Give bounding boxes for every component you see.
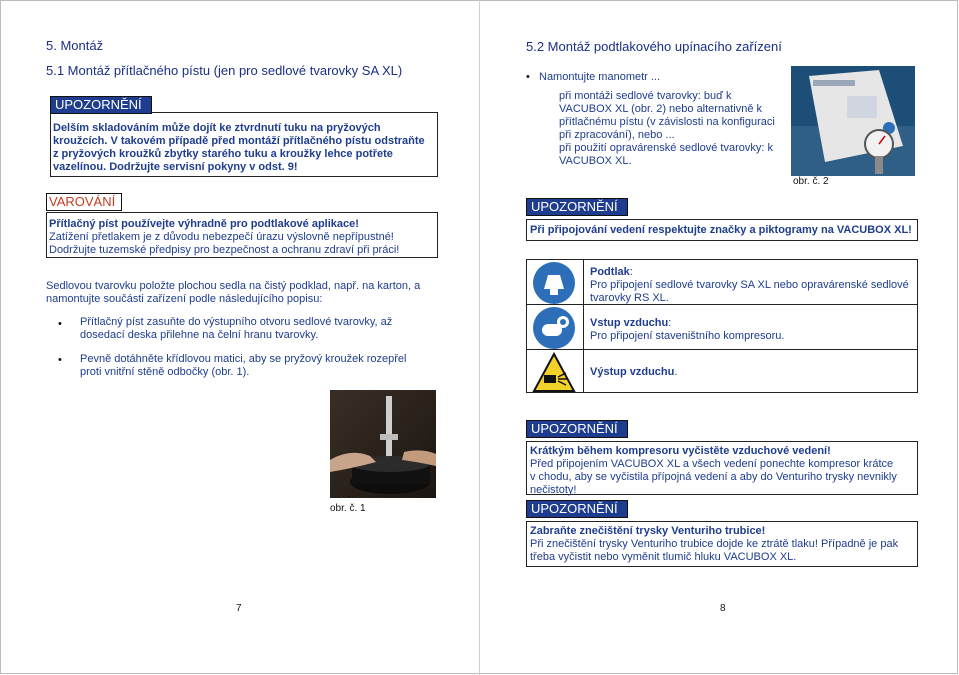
icon-title-suffix: : — [668, 317, 672, 329]
upozorneni-bold: Krátkým během kompresoru vyčistěte vzduchové vedení! — [530, 445, 831, 457]
upozorneni-text: Při připojování vedení respektujte značky a piktogramy na VACUBOX XL! — [530, 224, 912, 236]
bullet-marker: • — [58, 354, 62, 366]
figure-2-caption: obr. č. 2 — [793, 176, 829, 187]
text-line: tvarovky RS XL. — [590, 292, 669, 304]
bullet-marker: • — [58, 318, 62, 330]
varovani-bold: Přítlačný píst používejte výhradně pro podtlakové aplikace! — [49, 218, 359, 230]
section-heading-5-2: 5.2 Montáž podtlakového upínacího zařízení — [526, 39, 782, 54]
text-line: VACUBOX XL. — [559, 155, 632, 167]
text-line: Při znečištění trysky Venturiho trubice dojde ke ztrátě tlaku! Případně je pak — [530, 538, 899, 550]
text-line: při použití opravárenské sedlové tvarovky: k — [559, 142, 773, 154]
bullet-1 — [80, 316, 432, 342]
text-line: Přítlačný píst zasuňte do výstupního otvoru sedlové tvarovky, až — [80, 316, 393, 328]
text-line: v chodu, aby se vyčistila přípojná vedení a aby do Venturiho trysky nevnikly — [530, 471, 897, 483]
text-line: namontujte součásti zařízení podle následujícího popisu: — [46, 293, 323, 305]
upozorneni-text — [53, 122, 433, 174]
text-line: Pro připojení staveništního kompresoru. — [590, 330, 785, 342]
upozorneni-tag: UPOZORNĚNÍ — [526, 420, 628, 438]
text-line: proti vnitřní stěně odbočky (obr. 1). — [80, 366, 250, 378]
text-line: třeba vyčistit nebo vyměnit tlumič hluku VACUBOX XL. — [530, 551, 797, 563]
text-line: Před připojením VACUBOX XL a všech vedení ponechte kompresor krátce — [530, 458, 894, 470]
upozorneni-tag: UPOZORNĚNÍ — [526, 198, 628, 216]
bullet-marker: • — [526, 71, 530, 83]
text-line: z pryžových kroužků zbytky starého tuku a kroužky lehce potřete — [53, 148, 393, 160]
text-line: při zpracování), nebo ... — [559, 129, 675, 141]
icon-title-suffix: . — [674, 366, 678, 378]
vacuum-pump-icon — [532, 261, 576, 305]
bullet-main: Namontujte manometr ... — [539, 71, 661, 83]
manometer-sublist — [559, 90, 781, 168]
section-heading-5-1: 5.1 Montáž přítlačného pístu (jen pro sedlové tvarovky SA XL) — [46, 63, 403, 78]
varovani-text — [49, 231, 433, 257]
icon-row-air-in — [590, 317, 915, 343]
text-line: Dodržujte tuzemské předpisy pro bezpečnost a ochranu zdraví při práci! — [49, 244, 400, 256]
text-line: nečistoty! — [530, 484, 577, 496]
icon-title: Výstup vzduchu — [590, 366, 675, 378]
upozorneni-bold: Zabraňte znečištění trysky Venturiho trubice! — [530, 525, 766, 537]
icon-row-air-out — [590, 366, 915, 379]
compressor-icon — [532, 306, 576, 350]
upozorneni-tag: UPOZORNĚNÍ — [526, 500, 628, 518]
text-line: Pevně dotáhněte křídlovou matici, aby se pryžový kroužek rozepřel — [80, 353, 407, 365]
figure-1-photo — [330, 390, 436, 498]
text-line: dosedací deska přilehne na čelní hranu tvarovky. — [80, 329, 319, 341]
table-divider — [526, 349, 918, 350]
table-divider — [583, 259, 584, 393]
bullet-2 — [80, 353, 432, 379]
text-line: při montáži sedlové tvarovky: buď k — [559, 90, 732, 102]
text-line: vazelínou. Dodržujte servisní pokyny v odst. 9! — [53, 161, 298, 173]
text-line: přítlačnému pístu (v závislosti na konfiguraci — [559, 116, 775, 128]
text-line: Sedlovou tvarovku položte plochou sedla na čistý podklad, např. na karton, a — [46, 280, 421, 292]
page-number: 7 — [236, 603, 242, 614]
upozorneni-tag: UPOZORNĚNÍ — [50, 96, 152, 114]
page-number: 8 — [720, 603, 726, 614]
icon-title: Vstup vzduchu — [590, 317, 669, 329]
icon-row-vacuum — [590, 266, 915, 305]
icon-title-suffix: : — [629, 266, 633, 278]
text-line: Delším skladováním může dojít ke ztvrdnutí tuku na pryžových — [53, 122, 381, 134]
right-page — [480, 0, 959, 675]
varovani-tag: VAROVÁNÍ — [46, 193, 122, 211]
text-line: kroužcích. V takovém případě před montáží přítlačného pístu odstraňte — [53, 135, 425, 147]
text-line: VACUBOX XL (obr. 2) nebo alternativně k — [559, 103, 762, 115]
intro-paragraph — [46, 280, 436, 306]
figure-1-caption: obr. č. 1 — [330, 503, 366, 514]
upozorneni-text — [530, 458, 914, 497]
section-heading-5: 5. Montáž — [46, 38, 104, 53]
text-line: Zatížení přetlakem je z důvodu nebezpečí úrazu výslovně nepřípustné! — [49, 231, 394, 243]
upozorneni-text — [530, 538, 914, 564]
air-outlet-icon — [532, 351, 576, 395]
text-line: Pro připojení sedlové tvarovky SA XL nebo opravárenské sedlové — [590, 279, 909, 291]
figure-2-photo — [791, 66, 915, 176]
icon-title: Podtlak — [590, 266, 630, 278]
